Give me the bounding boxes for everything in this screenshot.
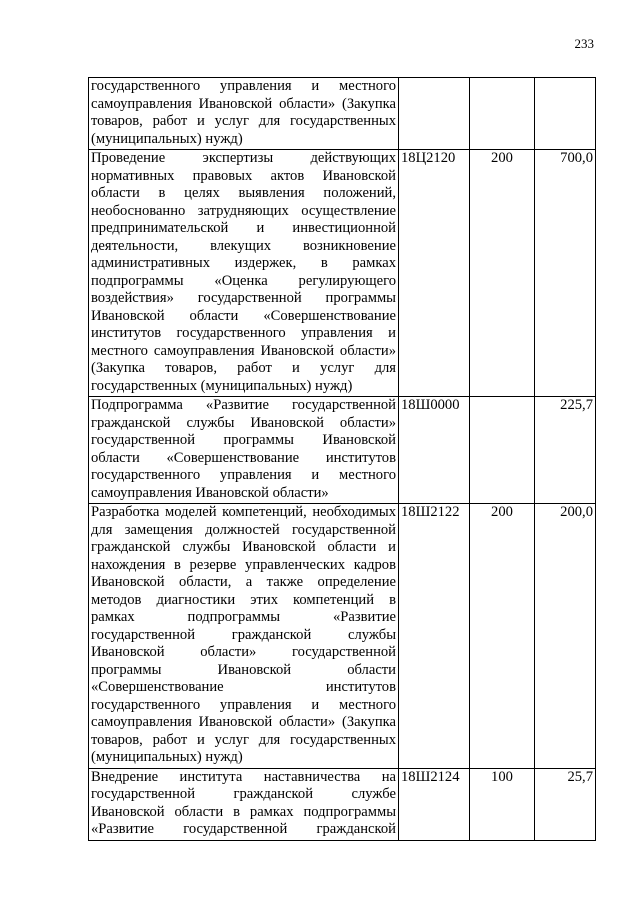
row-target-code: 18Ш0000 <box>399 397 470 504</box>
row-amount: 200,0 <box>535 504 596 769</box>
row-description: государственного управления и местного самоуправления Ивановской области» (Закупка товаров, работ и услуг для государственных (муниципальных) нужд) <box>89 78 399 150</box>
row-expense-type <box>470 78 535 150</box>
row-target-code: 18Ц2120 <box>399 150 470 397</box>
row-description: Разработка моделей компетенций, необходимых для замещения должностей государственной гражданской службы Ивановской области и нахождения в резерве управленческих кадров Ивановской области, а также определение методов диагностики этих компетенций в рамках подпрограммы «Развитие государственной гражданской службы Ивановской области» государственной программы Ивановской области «Совершенствование институтов государственного управления и местного самоуправления Ивановской области» (Закупка товаров, работ и услуг для государственных (муниципальных) нужд) <box>89 504 399 769</box>
row-target-code: 18Ш2124 <box>399 768 470 840</box>
row-amount: 225,7 <box>535 397 596 504</box>
page-number: 233 <box>574 36 594 51</box>
table-row <box>89 150 596 397</box>
table-row <box>89 78 596 150</box>
row-expense-type <box>470 397 535 504</box>
budget-table <box>88 77 596 841</box>
row-amount <box>535 78 596 150</box>
table-row <box>89 504 596 769</box>
row-expense-type: 200 <box>470 504 535 769</box>
row-target-code <box>399 78 470 150</box>
row-target-code: 18Ш2122 <box>399 504 470 769</box>
row-amount: 25,7 <box>535 768 596 840</box>
row-expense-type: 200 <box>470 150 535 397</box>
table-row <box>89 768 596 840</box>
row-expense-type: 100 <box>470 768 535 840</box>
table-row <box>89 397 596 504</box>
row-description: Проведение экспертизы действующих нормативных правовых актов Ивановской области в целях выявления положений, необоснованно затрудняющих осуществление предпринимательской и инвестиционной деятельности, влекущих возникновение административных издержек, в рамках подпрограммы «Оценка регулирующего воздействия» государственной программы Ивановской области «Совершенствование институтов государственного управления и местного самоуправления Ивановской области» (Закупка товаров, работ и услуг для государственных (муниципальных) нужд) <box>89 150 399 397</box>
row-amount: 700,0 <box>535 150 596 397</box>
row-description: Подпрограмма «Развитие государственной гражданской службы Ивановской области» государственной программы Ивановской области «Совершенствование институтов государственного управления и местного самоуправления Ивановской области» <box>89 397 399 504</box>
row-description: Внедрение института наставничества на государственной гражданской службе Ивановской области в рамках подпрограммы «Развитие государственной гражданской <box>89 768 399 840</box>
